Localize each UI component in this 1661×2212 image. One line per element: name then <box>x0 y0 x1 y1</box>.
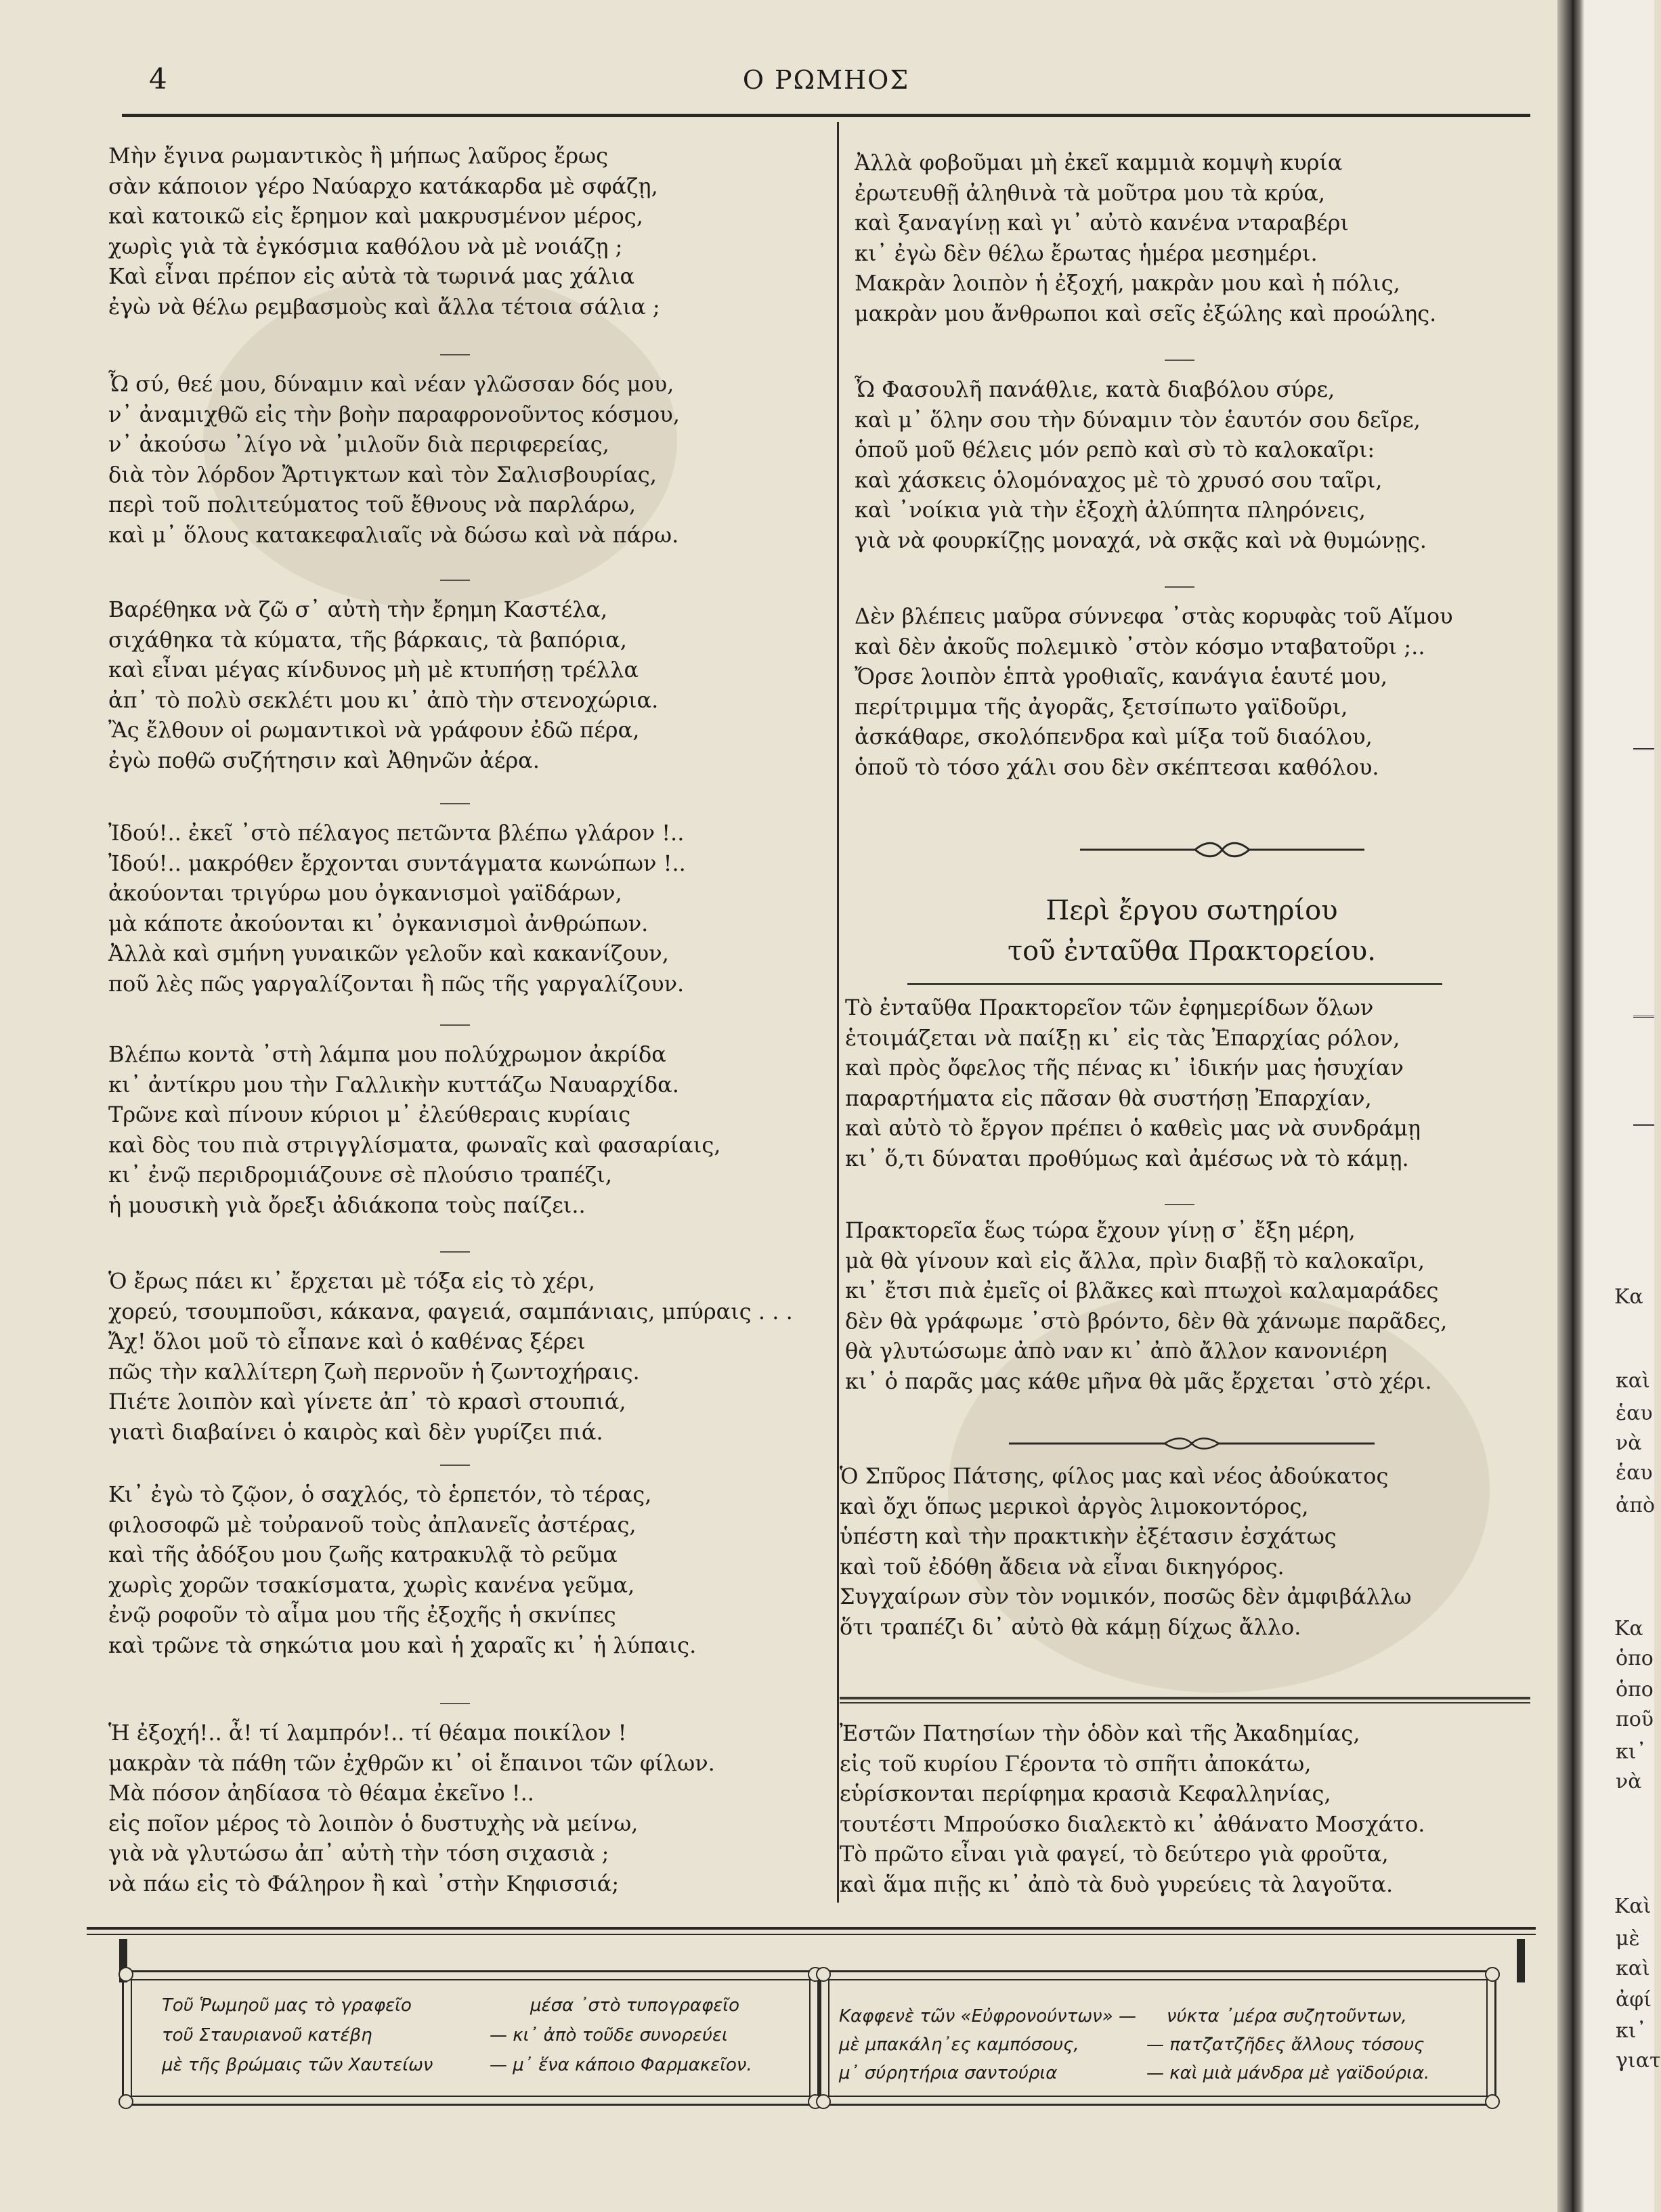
adjacent-rule <box>1633 1016 1654 1018</box>
stanza <box>855 148 1436 328</box>
verse-line: ἀπ᾽ τὸ πολὺ σεκλέτι μου κι᾽ ἀπὸ τὴν στενοχώρια. <box>108 687 659 713</box>
corner-ornament <box>118 2094 133 2109</box>
verse-line: περίτριμμα τῆς ἀγορᾶς, ξετσίπωτο γαϊδοῦρι, <box>855 693 1348 720</box>
ornament-divider <box>1080 840 1364 860</box>
verse-line: πῶς τὴν καλλίτερη ζωὴ περνοῦν ἡ ζωντοχήραις. <box>108 1358 640 1385</box>
section-title: Περὶ ἔργου σωτηρίου <box>1045 895 1338 926</box>
page-number: 4 <box>149 62 167 95</box>
verse-line: Ἀλλὰ φοβοῦμαι μὴ ἐκεῖ καμμιὰ κομψὴ κυρία <box>855 150 1343 175</box>
ad-text: Καφφενὲ τῶν «Εὐφρονούντων» — <box>839 2006 1136 2026</box>
verse-line: Ἂς ἔλθουν οἱ ρωμαντικοὶ νὰ γράφουν ἐδῶ πέρα, <box>108 717 640 743</box>
verse-line: εἰς τοῦ κυρίου Γέροντα τὸ σπῆτι ἀποκάτω, <box>840 1750 1312 1777</box>
verse-line: Ἰδού!.. ἐκεῖ ᾽στὸ πέλαγος πετῶντα βλέπω γλάρον !.. <box>108 820 685 846</box>
bottom-rule <box>87 1927 1536 1930</box>
verse-line: σὰν κάποιον γέρο Ναύαρχο κατάκαρδα μὲ σφάζῃ, <box>108 173 658 199</box>
verse-line: φιλοσοφῶ μὲ τοὐρανοῦ τοὺς ἀπλανεῖς ἀστέρας, <box>108 1511 637 1538</box>
ad-text: μέσα ᾽στὸ τυπογραφεῖο <box>530 1995 739 2016</box>
verse-line: ὁποῦ μοῦ θέλεις μόν ρεπὸ καὶ σὺ τὸ καλοκαῖρι: <box>855 437 1375 462</box>
adjacent-text-fragment: μὲ <box>1616 1927 1640 1951</box>
adjacent-text-fragment: ἑαυ <box>1616 1402 1653 1425</box>
verse-line: τουτέστι Μπρούσκο διαλεκτὸ κι᾽ ἀθάνατο Μοσχάτο. <box>840 1810 1425 1837</box>
verse-line: ποῦ λὲς πῶς γαργαλίζονται ἢ πῶς τῆς γαργαλίζουν. <box>108 970 685 997</box>
header-rule <box>122 114 1530 117</box>
verse-line: κι᾽ ἐγὼ δὲν θέλω ἔρωτας ἡμέρα μεσημέρι. <box>855 240 1318 266</box>
adjacent-page-fragment <box>1572 0 1661 2212</box>
verse-line: διὰ τὸν λόρδον Ἄρτιγκτων καὶ τὸν Σαλισβουρίας, <box>108 461 657 487</box>
verse-line: ὅτι τραπέζι δι᾽ αὐτὸ θὰ κάμῃ δίχως ἄλλο. <box>840 1613 1301 1640</box>
stanza <box>855 601 1453 782</box>
footer-ad-right <box>819 1970 1496 2106</box>
stanza <box>108 1266 793 1447</box>
verse-line: Ἰδού!.. μακρόθεν ἔρχονται συντάγματα κωνώπων !.. <box>108 850 686 876</box>
adjacent-text-fragment: ὁπο <box>1616 1647 1654 1670</box>
verse-line: Μακρὰν λοιπὸν ἡ ἐξοχή, μακρὰν μου καὶ ἡ πόλις, <box>855 270 1400 296</box>
verse-line: Τὸ πρῶτο εἶναι γιὰ φαγεί, τὸ δεύτερο γιὰ φροῦτα, <box>840 1841 1389 1867</box>
verse-line: ὁποῦ τὸ τόσο χάλι σου δὲν σκέπτεσαι καθόλου. <box>855 754 1379 780</box>
verse-line: ἐγὼ ποθῶ συζήτησιν καὶ Ἀθηνῶν ἀέρα. <box>108 747 540 773</box>
stanza-separator <box>1165 586 1194 588</box>
verse-line: καὶ πρὸς ὄφελος τῆς πένας κι᾽ ἰδικήν μας ἡσυχίαν <box>845 1055 1404 1081</box>
verse-line: καὶ ξαναγίνῃ καὶ γι᾽ αὐτὸ κανένα νταραβέρι <box>855 210 1349 236</box>
verse-line: μακρὰν τὰ πάθη τῶν ἐχθρῶν κι᾽ οἱ ἔπαινοι τῶν φίλων. <box>108 1750 715 1776</box>
stanza-separator <box>1165 360 1194 361</box>
stanza-separator <box>440 1251 470 1253</box>
stanza-separator <box>440 803 470 804</box>
verse-line: Ὦ σύ, θεέ μου, δύναμιν καὶ νέαν γλῶσσαν δός μου, <box>108 371 674 397</box>
verse-line: παραρτήματα εἰς πᾶσαν θὰ συστήσῃ Ἐπαρχίαν, <box>845 1085 1372 1111</box>
verse-line: καὶ αὐτὸ τὸ ἔργον πρέπει ὁ καθεὶς μας νὰ συνδράμῃ <box>845 1115 1421 1141</box>
verse-line: εἰς ποῖον μέρος τὸ λοιπὸν ὁ δυστυχὴς νὰ μείνω, <box>108 1810 639 1836</box>
verse-line: γιατὶ διαβαίνει ὁ καιρὸς καὶ δὲν γυρίζει πιά. <box>108 1418 603 1445</box>
verse-line: κι᾽ ἐνῷ περιδρομιάζουνε σὲ πλούσιο τραπέζι, <box>108 1162 612 1188</box>
verse-line: Τρῶνε καὶ πίνουν κύριοι μ᾽ ἐλεύθεραις κυρίαις <box>108 1102 631 1127</box>
ad-text: — πατζατζῆδες ἄλλους τόσους <box>1146 2035 1425 2055</box>
adjacent-text-fragment: Καὶ <box>1614 1894 1652 1918</box>
verse-line: καὶ ὄχι ὅπως μερικοὶ ἀργὸς λιμοκοντόρος, <box>840 1493 1309 1519</box>
stanza <box>108 1479 696 1660</box>
column-divider <box>837 122 839 1903</box>
ad-text: τοῦ Σταυριανοῦ κατέβη <box>162 2025 372 2045</box>
stanza-separator <box>440 354 470 355</box>
verse-line: Συγχαίρων σὺν τὸν νομικόν, ποσῶς δὲν ἀμφιβάλλω <box>840 1584 1412 1609</box>
verse-line: κι᾽ ἔτσι πιὰ ἐμεῖς οἱ βλᾶκες καὶ πτωχοὶ καλαμαράδες <box>845 1278 1439 1303</box>
verse-line: χορεύ, τσουμποῦσι, κάκανα, φαγειά, σαμπάνιαις, μπύραις . . . <box>108 1298 793 1324</box>
verse-line: ὑπέστη καὶ τὴν πρακτικὴν ἐξέτασιν ἐσχάτως <box>840 1523 1337 1549</box>
verse-line: ν᾽ ἀκούσω ᾽λίγο νὰ ᾽μιλοῦν διὰ περιφερείας, <box>108 431 609 457</box>
verse-line: Μὴν ἔγινα ρωμαντικὸς ἢ μήπως λαῦρος ἔρως <box>108 143 609 169</box>
verse-line: Καὶ εἶναι πρέπον εἰς αὐτὰ τὰ τωρινά μας χάλια <box>108 263 635 289</box>
verse-line: Ἡ ἐξοχή!.. ἆ! τί λαμπρόν!.. τί θέαμα ποικίλον ! <box>108 1720 627 1745</box>
verse-line: δὲν θὰ γράφωμε ᾽στὸ βρόντο, δὲν θὰ χάνωμε παρᾶδες, <box>845 1307 1448 1334</box>
stanza <box>855 374 1427 555</box>
stanza <box>108 594 658 775</box>
verse-line: καὶ δὸς του πιὰ στριγγλίσματα, φωναῖς καὶ φασαρίαις, <box>108 1131 721 1158</box>
ad-text: μ᾽ σύρητήρια σαντούρια <box>839 2063 1058 2083</box>
corner-ornament <box>118 1967 133 1982</box>
stanza-separator <box>440 1465 470 1466</box>
verse-line: Βαρέθηκα νὰ ζῶ σ᾽ αὐτὴ τὴν ἔρημη Καστέλα, <box>108 597 608 622</box>
adjacent-text-fragment: ὁπο <box>1616 1678 1654 1701</box>
verse-line: Ἀλλὰ καὶ σμήνη γυναικῶν γελοῦν καὶ κακανίζουν, <box>108 940 669 966</box>
verse-line: Ὦ Φασουλῆ πανάθλιε, κατὰ διαβόλου σύρε, <box>855 376 1335 402</box>
page-gutter <box>1572 0 1584 2212</box>
masthead-title: Ο ΡΩΜΗΟΣ <box>742 65 910 95</box>
stanza-separator <box>440 580 470 581</box>
verse-line: ἑτοιμάζεται νὰ παίξῃ κι᾽ εἰς τὰς Ἐπαρχίας ρόλον, <box>845 1024 1400 1051</box>
verse-line: κι᾽ ὁ παρᾶς μας κάθε μῆνα θὰ μᾶς ἔρχεται ᾽στὸ χέρι. <box>845 1368 1432 1394</box>
verse-line: καὶ ἅμα πιῇς κι᾽ ἀπὸ τὰ δυὸ γυρεύεις τὰ λαγοῦτα. <box>840 1871 1394 1897</box>
stanza <box>108 369 680 550</box>
verse-line: σιχάθηκα τὰ κύματα, τῆς βάρκαις, τὰ βαπόρια, <box>108 626 627 653</box>
verse-line: γιὰ νὰ γλυτώσω ἀπ᾽ αὐτὴ τὴν τόση σιχασιὰ ; <box>108 1840 609 1866</box>
verse-line: καὶ τῆς ἀδόξου μου ζωῆς κατρακυλᾷ τὸ ρεῦμα <box>108 1542 618 1567</box>
corner-ornament <box>1485 2094 1500 2109</box>
frame-bar-right <box>1517 1939 1525 1982</box>
stanza <box>108 141 660 322</box>
verse-line: κι᾽ ὅ,τι δύναται προθύμως καὶ ἀμέσως νὰ τὸ κάμῃ. <box>845 1145 1409 1171</box>
verse-line: καὶ δὲν ἀκοῦς πολεμικὸ ᾽στὸν κόσμο νταβατοῦρι ;.. <box>855 633 1425 659</box>
verse-line: ν᾽ ἀναμιχθῶ εἰς τὴν βοὴν παραφρονοῦντος κόσμου, <box>108 401 680 427</box>
ad-text: — καὶ μιὰ μάνδρα μὲ γαϊδούρια. <box>1146 2063 1430 2083</box>
stanza-separator <box>440 1024 470 1026</box>
verse-line: Κι᾽ ἐγὼ τὸ ζῷον, ὁ σαχλός, τὸ ἑρπετόν, τὸ τέρας, <box>108 1481 652 1507</box>
verse-line: Μὰ πόσον ἀηδίασα τὸ θέαμα ἐκεῖνο !.. <box>108 1780 534 1806</box>
verse-line: ἀσκάθαρε, σκολόπενδρα καὶ μίξα τοῦ διαόλου, <box>855 724 1373 750</box>
verse-line: καὶ ᾽νοίκια γιὰ τὴν ἐξοχὴ ἀλύπητα πληρόνεις, <box>855 497 1366 523</box>
verse-line: ἐγὼ νὰ θέλω ρεμβασμοὺς καὶ ἄλλα τέτοια σάλια ; <box>108 293 660 320</box>
adjacent-rule <box>1633 1124 1654 1126</box>
section-rule <box>907 983 1442 985</box>
verse-line: καὶ εἶναι μέγας κίνδυνος μὴ μὲ κτυπήσῃ τρέλλα <box>108 657 639 682</box>
stanza <box>108 1718 715 1899</box>
stanza-separator <box>1165 1204 1194 1205</box>
adjacent-text-fragment: ἀφί <box>1616 1988 1652 2012</box>
verse-line: μὰ θὰ γίνουν καὶ εἰς ἄλλα, πρὶν διαβῇ τὸ καλοκαῖρι, <box>845 1247 1425 1274</box>
stanza <box>108 1039 720 1220</box>
verse-line: καὶ τρῶνε τὰ σηκώτια μου καὶ ἡ χαραῖς κι᾽ ἡ λύπαις. <box>108 1632 697 1658</box>
verse-line: χωρὶς γιὰ τὰ ἐγκόσμια καθόλου νὰ μὲ νοιάζῃ ; <box>108 233 623 259</box>
adjacent-text-fragment: νὰ <box>1616 1770 1642 1794</box>
verse-line: Πρακτορεῖα ἕως τώρα ἔχουν γίνῃ σ᾽ ἔξη μέρη, <box>845 1217 1356 1243</box>
verse-line: καὶ τοῦ ἐδόθη ἄδεια νὰ εἶναι δικηγόρος. <box>840 1553 1285 1580</box>
verse-line: καὶ μ᾽ ὅλους κατακεφαλιαῖς νὰ δώσω καὶ νὰ πάρω. <box>108 521 679 548</box>
verse-line: Ὁ ἔρως πάει κι᾽ ἔρχεται μὲ τόξα εἰς τὸ χέρι, <box>108 1268 595 1294</box>
verse-line: Πιέτε λοιπὸν καὶ γίνετε ἀπ᾽ τὸ κρασὶ στουπιά, <box>108 1389 626 1414</box>
ad-text: μὲ μπακάλη᾽ες καμπόσους, <box>839 2035 1079 2055</box>
bottom-rule-thin <box>87 1934 1536 1935</box>
corner-ornament <box>816 1967 831 1982</box>
verse-line: ἡ μουσικὴ γιὰ ὄρεξι ἀδιάκοπα τοὺς παίζει.. <box>108 1192 586 1218</box>
corner-ornament <box>1485 1967 1500 1982</box>
adjacent-text-fragment: νὰ <box>1616 1431 1642 1455</box>
verse-line: ἐρωτευθῇ ἀληθινὰ τὰ μοῦτρα μου τὰ κρύα, <box>855 179 1326 206</box>
adjacent-text-fragment: ποῦ <box>1616 1708 1654 1731</box>
ornament-divider-2 <box>1009 1435 1375 1452</box>
verse-line: περὶ τοῦ πολιτεύματος τοῦ ἔθνους νὰ παρλάρω, <box>108 492 637 517</box>
verse-line: Ὄρσε λοιπὸν ἑπτὰ γροθιαῖς, κανάγια ἑαυτέ μου, <box>855 664 1388 689</box>
ad-text: Τοῦ Ῥωμηοῦ μας τὸ γραφεῖο <box>162 1995 412 2016</box>
verse-line: νὰ πάω εἰς τὸ Φάληρον ἢ καὶ ᾽στὴν Κηφισσιά; <box>108 1870 620 1896</box>
adjacent-text-fragment: Κα <box>1614 1617 1643 1641</box>
verse-line: ἀκούονται τριγύρω μου ὀγκανισμοὶ γαϊδάρων, <box>108 880 622 906</box>
stanza <box>840 1461 1411 1642</box>
stanza <box>840 1718 1425 1899</box>
adjacent-rule <box>1633 748 1654 750</box>
verse-line: καὶ μ᾽ ὅλην σου τὴν δύναμιν τὸν ἑαυτόν σου δεῖρε, <box>855 406 1421 433</box>
notice-rule-2 <box>840 1702 1530 1704</box>
section-subtitle: τοῦ ἐνταῦθα Πρακτορείου. <box>1008 936 1376 967</box>
verse-line: Τὸ ἐνταῦθα Πρακτορεῖον τῶν ἐφημερίδων ὅλων <box>845 995 1374 1020</box>
ad-text: — μ᾽ ἕνα κάποιο Φαρμακεῖον. <box>490 2055 752 2075</box>
adjacent-text-fragment: ἀπὸ <box>1616 1494 1656 1517</box>
notice-rule <box>840 1697 1530 1699</box>
verse-line: Ὁ Σπῦρος Πάτσης, φίλος μας καὶ νέος ἀδούκατος <box>840 1463 1389 1489</box>
verse-line: εὑρίσκονται περίφημα κρασιὰ Κεφαλληνίας, <box>840 1781 1331 1806</box>
corner-ornament <box>816 2094 831 2109</box>
ad-text: — κι᾽ ἀπὸ τοῦδε συνορεύει <box>490 2025 728 2045</box>
stanza-separator <box>440 1703 470 1704</box>
adjacent-text-fragment: κι᾽ <box>1616 1740 1647 1764</box>
adjacent-text-fragment: γιατ <box>1616 2049 1661 2073</box>
verse-line: Ἐστῶν Πατησίων τὴν ὁδὸν καὶ τῆς Ἀκαδημίας, <box>840 1720 1360 1746</box>
verse-line: γιὰ νὰ φουρκίζῃς μοναχά, νὰ σκᾷς καὶ νὰ θυμώνῃς. <box>855 527 1427 553</box>
adjacent-text-fragment: ἑαυ <box>1616 1461 1653 1485</box>
verse-line: θὰ γλυτώσωμε ἀπὸ ναν κι᾽ ἀπὸ ἄλλον κανονιέρη <box>845 1338 1387 1364</box>
page-edge-shadow <box>1557 0 1572 2212</box>
footer-ad-left <box>122 1970 819 2106</box>
verse-line: χωρὶς χορῶν τσακίσματα, χωρὶς κανένα γεῦμα, <box>108 1571 635 1598</box>
adjacent-text-fragment: Κα <box>1614 1285 1643 1309</box>
verse-line: ἐνῷ ροφοῦν τὸ αἷμα μου τῆς ἐξοχῆς ἡ σκνίπες <box>108 1602 616 1628</box>
verse-line: καὶ κατοικῶ εἰς ἔρημον καὶ μακρυσμένον μέρος, <box>108 203 643 229</box>
ad-text: νύκτα ᾽μέρα συζητοῦντων, <box>1167 2006 1407 2026</box>
stanza <box>845 1215 1447 1396</box>
stanza <box>108 818 686 999</box>
verse-line: μὰ κάποτε ἀκούονται κι᾽ ὀγκανισμοὶ ἀνθρώπων. <box>108 910 649 936</box>
verse-line: Ἄχ! ὅλοι μοῦ τὸ εἶπανε καὶ ὁ καθένας ξέρει <box>108 1328 586 1354</box>
ad-text: μὲ τῆς βρώμαις τῶν Χαυτείων <box>162 2055 433 2075</box>
stanza <box>845 993 1421 1173</box>
verse-line: καὶ χάσκεις ὁλομόναχος μὲ τὸ χρυσό σου ταῖρι, <box>855 467 1383 493</box>
verse-line: Βλέπω κοντὰ ᾽στὴ λάμπα μου πολύχρωμον ἀκρίδα <box>108 1041 666 1067</box>
adjacent-text-fragment: καὶ <box>1616 1369 1650 1393</box>
adjacent-text-fragment: κι᾽ <box>1616 2019 1647 2043</box>
verse-line: κι᾽ ἀντίκρυ μου τὴν Γαλλικὴν κυττάζω Ναυαρχίδα. <box>108 1071 679 1098</box>
adjacent-text-fragment: καὶ <box>1616 1957 1650 1980</box>
verse-line: μακρὰν μου ἄνθρωποι καὶ σεῖς ἐξώλης καὶ προώλης. <box>855 300 1437 326</box>
verse-line: Δὲν βλέπεις μαῦρα σύννεφα ᾽στὰς κορυφὰς τοῦ Αἵμου <box>855 603 1453 629</box>
